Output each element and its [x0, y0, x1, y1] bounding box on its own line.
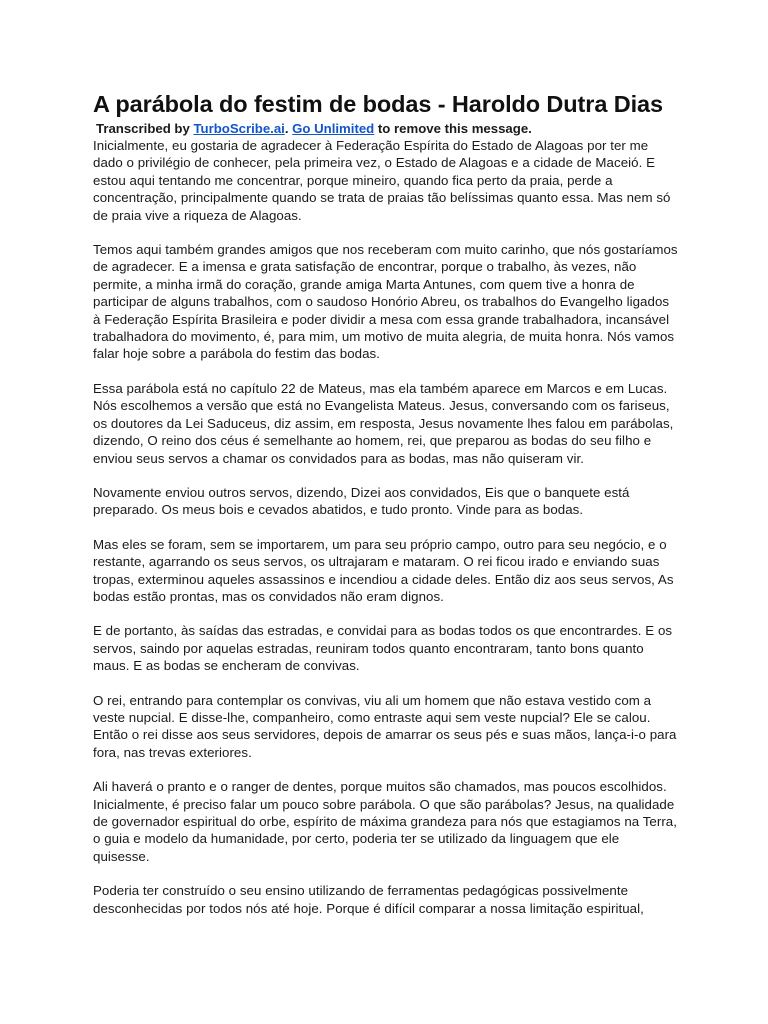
paragraph: Novamente enviou outros servos, dizendo, Dizei aos convidados, Eis que o banquete está preparado. Os meus bois e cevados abatidos, e tudo pronto. Vinde para as bodas.	[93, 484, 630, 518]
paragraph: O rei, entrando para contemplar os convivas, viu ali um homem que não estava vestido com a veste nupcial. E disse-lhe, companheiro, como entraste aqui sem veste nupcial? Ele se calou. Então o rei disse aos seus servidores, depois de amarrar os seus pés e suas mãos, lança-i-o para fora, nas trevas exteriores.	[93, 692, 677, 760]
turboscribe-link[interactable]: TurboScribe.ai	[193, 121, 285, 136]
notice-prefix: Transcribed by	[96, 121, 194, 136]
paragraph: E de portanto, às saídas das estradas, e convidai para as bodas todos os que encontrardes. E os servos, saindo por aquelas estradas, reuniram todos quanto encontraram, tanto bons quanto maus. E as bodas se encheram de convivas.	[93, 623, 673, 674]
document-body	[93, 137, 678, 917]
notice-suffix: to remove this message.	[374, 121, 532, 136]
paragraph: Ali haverá o pranto e o ranger de dentes, porque muitos são chamados, mas poucos escolhidos. Inicialmente, é preciso falar um pouco sobre parábola. O que são parábolas? Jesus, na qualidade de governador espiritual do orbe, espírito de máxima grandeza para nós que estagiamos na Terra, o guia e modelo da humanidade, por certo, poderia ter se utilizado da linguagem que ele quisesse.	[93, 779, 678, 864]
transcription-notice	[96, 120, 678, 137]
paragraph: Essa parábola está no capítulo 22 de Mateus, mas ela também aparece em Marcos e em Lucas. Nós escolhemos a versão que está no Evangelista Mateus. Jesus, conversando com os fariseus, os doutores da Lei Saduceus, diz assim, em resposta, Jesus novamente lhes falou em parábolas, dizendo, O reino dos céus é semelhante ao homem, rei, que preparou as bodas do seu filho e enviou seus servos a chamar os convidados para as bodas, mas não quiseram vir.	[93, 380, 674, 466]
paragraph: Temos aqui também grandes amigos que nos receberam com muito carinho, que nós gostaríamos de agradecer. E a imensa e grata satisfação de encontrar, porque o trabalho, às vezes, não permite, a minha irmã do coração, grande amiga Marta Antunes, com quem tive a honra de participar de alguns trabalhos, com o saudoso Honório Abreu, os trabalhos do Evangelho ligados à Federação Espírita Brasileira e poder dividir a mesa com essa grande trabalhadora, incansável trabalhadora do movimento, é, para mim, um motivo de muita alegria, de muita honra. Nós vamos falar hoje sobre a parábola do festim das bodas.	[93, 242, 678, 362]
paragraph: Inicialmente, eu gostaria de agradecer à Federação Espírita do Estado de Alagoas por ter me dado o privilégio de conhecer, pela primeira vez, o Estado de Alagoas e a cidade de Maceió. E estou aqui tentando me concentrar, porque mineiro, quando fica perto da praia, perde a concentração, principalmente quando se trata de praias tão belíssimas quanto essa. Mas nem só de praia vive a riqueza de Alagoas.	[93, 138, 671, 223]
paragraph: Mas eles se foram, sem se importarem, um para seu próprio campo, outro para seu negócio, e o restante, agarrando os seus servos, os ultrajaram e mataram. O rei ficou irado e enviando suas tropas, exterminou aqueles assassinos e incendiou a cidade deles. Então diz aos seus servos, As bodas estão prontas, mas os convidados não eram dignos.	[93, 536, 674, 604]
paragraph: Poderia ter construído o seu ensino utilizando de ferramentas pedagógicas possivelmente desconhecidas por todos nós até hoje. Porque é difícil comparar a nossa limitação espiritual,	[93, 883, 644, 916]
notice-separator: .	[284, 121, 293, 136]
go-unlimited-link[interactable]: Go Unlimited	[292, 121, 375, 136]
document-title: A parábola do festim de bodas - Haroldo Dutra Dias	[93, 91, 663, 117]
